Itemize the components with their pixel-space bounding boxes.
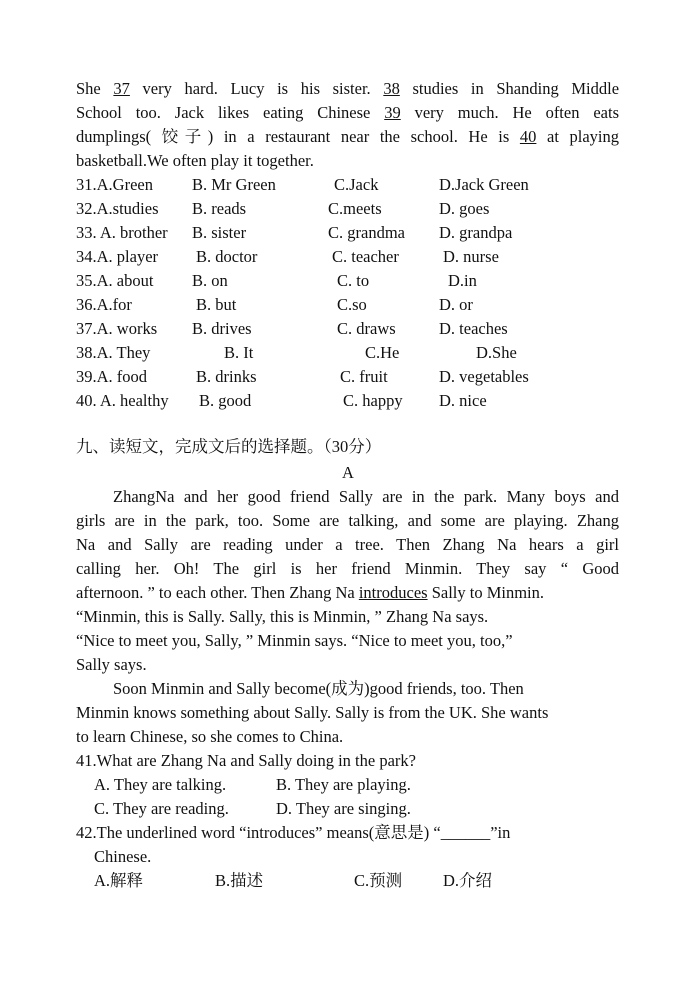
option-40-d: D. nice — [439, 391, 487, 410]
question-31: 31.A.Green — [76, 175, 153, 194]
option-42-c: C.预测 — [354, 871, 403, 890]
option-38-c: C.He — [365, 343, 400, 362]
passage-line: girls are in the park, too. Some are talking, and some are playing. Zhang — [76, 511, 619, 530]
passage-line: ZhangNa and her good friend Sally are in the park. Many boys and — [113, 487, 619, 506]
section-heading: 九、读短文，完成文后的选择题。（30分） — [76, 437, 382, 456]
option-41-b: B. They are playing. — [276, 775, 411, 794]
option-39-b: B. drinks — [196, 367, 257, 386]
question-36: 36.A.for — [76, 295, 132, 314]
question-42-stem: 42.The underlined word “introduces” means(意思是) “______”in — [76, 823, 511, 842]
cloze-text: studies in Shanding Middle — [399, 79, 620, 98]
option-42-b: B.描述 — [215, 871, 264, 890]
option-33-b: B. sister — [192, 223, 247, 242]
question-32: 32.A.studies — [76, 199, 159, 218]
cloze-line-4: basketball.We often play it together. — [76, 151, 314, 170]
option-42-d: D.介绍 — [443, 871, 493, 890]
passage-line: “Nice to meet you, Sally, ” Minmin says. “Nice to meet you, too,” — [76, 631, 513, 650]
option-34-d: D. nurse — [443, 247, 499, 266]
question-37: 37.A. works — [76, 319, 158, 338]
option-41-c: C. They are reading. — [94, 799, 229, 818]
option-37-d: D. teaches — [439, 319, 508, 338]
cloze-line-3 — [76, 125, 619, 149]
option-34-b: B. doctor — [196, 247, 258, 266]
cloze-text: very much. He often eats — [400, 103, 619, 122]
question-34: 34.A. player — [76, 247, 159, 266]
option-37-b: B. drives — [192, 319, 252, 338]
passage-line: Minmin knows something about Sally. Sally is from the UK. She wants — [76, 703, 549, 722]
option-36-c: C.so — [337, 295, 367, 314]
option-35-c: C. to — [337, 271, 370, 290]
option-33-c: C. grandma — [328, 223, 405, 242]
option-37-c: C. draws — [337, 319, 396, 338]
option-33-d: D. grandpa — [439, 223, 513, 242]
option-35-b: B. on — [192, 271, 228, 290]
passage-label: A — [342, 463, 354, 482]
option-39-d: D. vegetables — [439, 367, 529, 386]
question-40: 40. A. healthy — [76, 391, 169, 410]
option-31-b: B. Mr Green — [192, 175, 276, 194]
cloze-text: very hard. Lucy is his sister. — [129, 79, 384, 98]
option-32-b: B. reads — [192, 199, 247, 218]
question-33: 33. A. brother — [76, 223, 168, 242]
option-41-a: A. They are talking. — [94, 775, 227, 794]
option-32-d: D. goes — [439, 199, 490, 218]
passage-line: Sally says. — [76, 655, 147, 674]
option-38-b: B. It — [224, 343, 254, 362]
passage-line: Soon Minmin and Sally become(成为)good friends, too. Then — [113, 679, 524, 698]
option-42-a: A.解释 — [94, 871, 144, 890]
question-35: 35.A. about — [76, 271, 154, 290]
option-41-d: D. They are singing. — [276, 799, 411, 818]
option-40-b: B. good — [199, 391, 252, 410]
cloze-line-1 — [76, 77, 619, 101]
passage-line: to learn Chinese, so she comes to China. — [76, 727, 344, 746]
cloze-text: at playing — [536, 127, 620, 146]
option-32-c: C.meets — [328, 199, 382, 218]
passage-line: “Minmin, this is Sally. Sally, this is Minmin, ” Zhang Na says. — [76, 607, 489, 626]
option-40-c: C. happy — [343, 391, 403, 410]
question-42-stem-cont: Chinese. — [94, 847, 152, 866]
option-31-c: C.Jack — [334, 175, 379, 194]
passage-line: Na and Sally are reading under a tree. Then Zhang Na hears a girl — [76, 535, 619, 554]
blank-38: 38 — [383, 79, 400, 98]
cloze-text: School too. Jack likes eating Chinese — [76, 103, 385, 122]
option-36-b: B. but — [196, 295, 237, 314]
option-31-d: D.Jack Green — [439, 175, 529, 194]
cloze-text: She — [76, 79, 114, 98]
option-36-d: D. or — [439, 295, 473, 314]
option-39-c: C. fruit — [340, 367, 388, 386]
cloze-line-2 — [76, 101, 619, 125]
question-39: 39.A. food — [76, 367, 148, 386]
underlined-word: introduces — [358, 583, 428, 602]
option-38-d: D.She — [476, 343, 517, 362]
blank-40: 40 — [519, 127, 537, 146]
cloze-text: dumplings( 饺子) in a restaurant near the school. He is — [76, 127, 520, 146]
passage-line: afternoon. ” to each other. Then Zhang Na introduces Sally to Minmin. — [76, 583, 545, 602]
blank-37: 37 — [113, 79, 130, 98]
option-35-d: D.in — [448, 271, 477, 290]
option-34-c: C. teacher — [332, 247, 399, 266]
passage-line: calling her. Oh! The girl is her friend Minmin. They say “ Good — [76, 559, 619, 578]
question-41-stem: 41.What are Zhang Na and Sally doing in the park? — [76, 751, 416, 770]
blank-39: 39 — [384, 103, 401, 122]
question-38: 38.A. They — [76, 343, 151, 362]
